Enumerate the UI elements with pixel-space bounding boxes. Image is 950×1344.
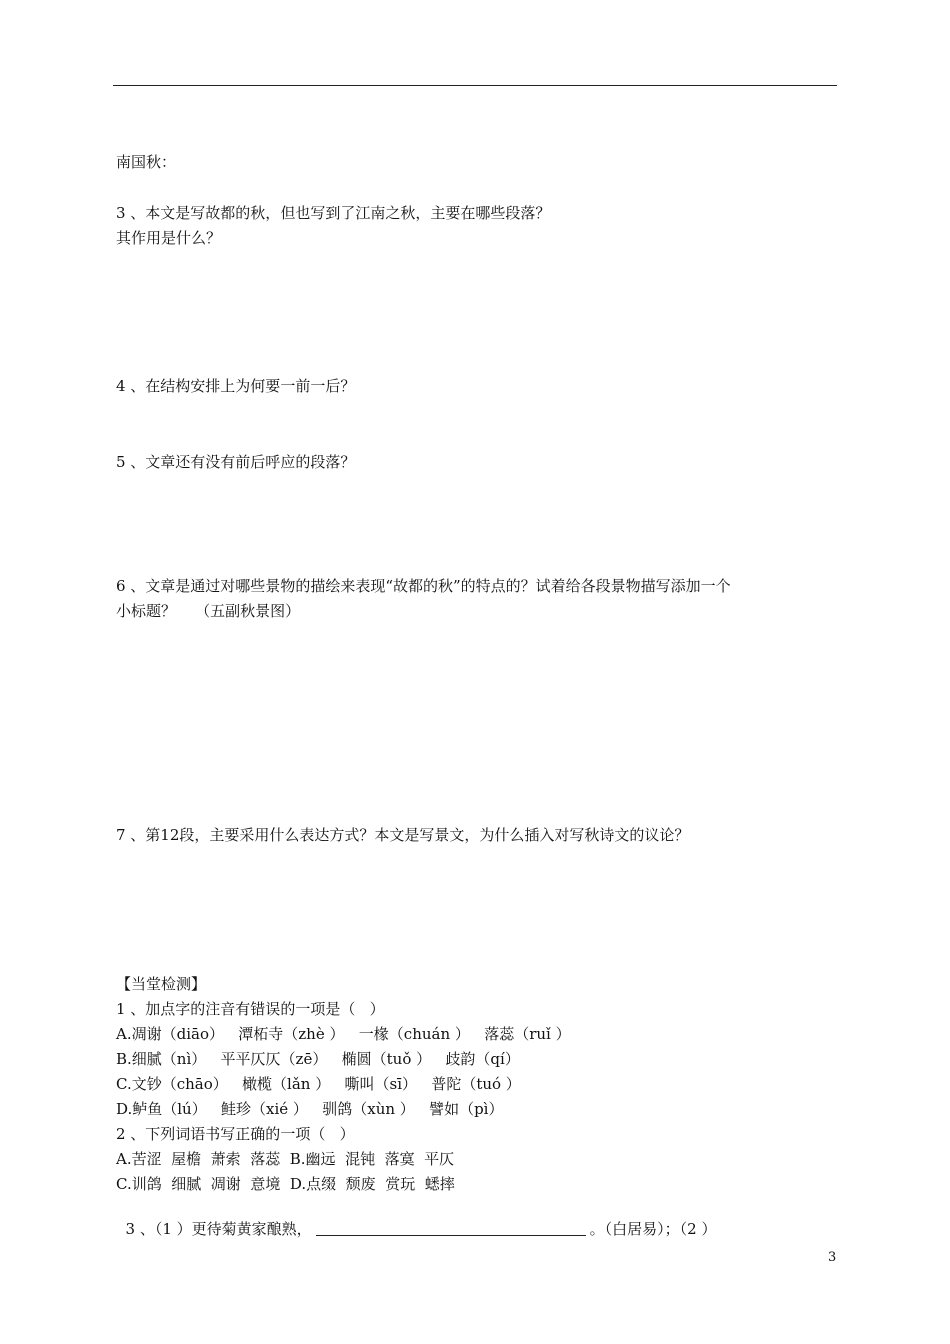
test-item-1-option-d: D.鲈鱼（lú） 鲑珍（xié ） 驯鸽（xùn ） 譬如（pì） xyxy=(116,1100,504,1118)
test-heading: 【当堂检测】 xyxy=(116,975,207,993)
question-7: 7 、第12段，主要采用什么表达方式？本文是写景文，为什么插入对写秋诗文的议论？ xyxy=(116,826,690,844)
header-rule xyxy=(113,85,837,86)
page-number: 3 xyxy=(828,1250,837,1265)
test-item-2-options-cd: C.训鸽 细腻 凋谢 意境 D.点缀 颓废 赏玩 蟋摔 xyxy=(116,1175,455,1193)
test-item-2: 2 、下列词语书写正确的一项（ ） xyxy=(116,1125,355,1143)
test-item-3 xyxy=(116,1199,716,1239)
question-5: 5 、文章还有没有前后呼应的段落？ xyxy=(116,453,356,471)
test-item-3-suffix: 。（白居易）；（2 ） xyxy=(589,1220,717,1238)
question-6-line-1: 6 、文章是通过对哪些景物的描绘来表现“故都的秋”的特点的？试着给各段景物描写添加一个 xyxy=(116,577,731,595)
section-label: 南国秋： xyxy=(116,153,177,171)
answer-blank[interactable] xyxy=(316,1220,586,1236)
test-item-1-option-b: B.细腻（nì） 平平仄仄（zē） 椭圆（tuǒ ） 歧韵（qí） xyxy=(116,1050,520,1068)
test-item-1: 1 、加点字的注音有错误的一项是（ ） xyxy=(116,1000,385,1018)
test-item-2-options-ab: A.苦涩 屋檐 萧索 落蕊 B.幽远 混钝 落寞 平仄 xyxy=(116,1150,455,1168)
question-4: 4 、在结构安排上为何要一前一后？ xyxy=(116,377,356,395)
test-item-1-option-c: C.文钞（chāo） 橄榄（lǎn ） 嘶叫（sī） 普陀（tuó ） xyxy=(116,1075,521,1093)
test-item-3-prefix: 3 、（1 ）更待菊黄家酿熟， xyxy=(125,1220,312,1238)
question-3-line-1: 3 、本文是写故都的秋，但也写到了江南之秋，主要在哪些段落？ xyxy=(116,204,551,222)
question-3-line-2: 其作用是什么？ xyxy=(116,229,222,247)
test-item-1-option-a: A.凋谢（diāo） 潭柘寺（zhè ） 一椽（chuán ） 落蕊（ruǐ ） xyxy=(116,1025,571,1043)
question-6-line-2: 小标题？ （五副秋景图） xyxy=(116,602,301,620)
